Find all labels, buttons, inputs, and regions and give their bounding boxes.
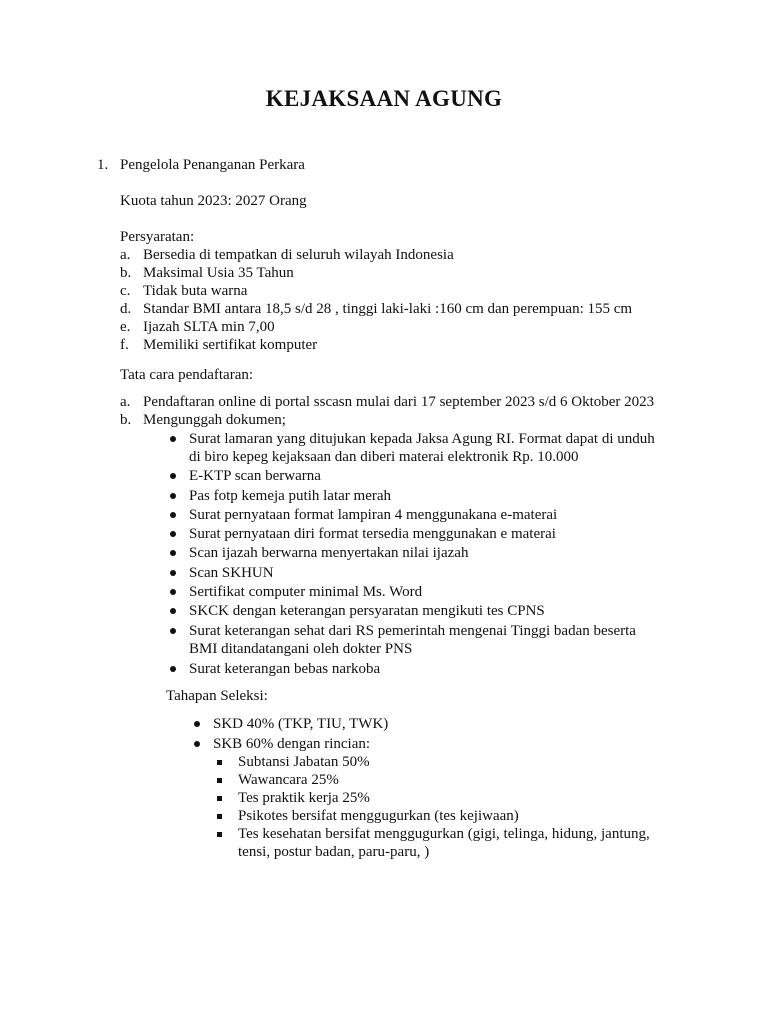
document-title: KEJAKSAAN AGUNG <box>265 86 503 111</box>
skb-detail-item: tensi, postur badan, paru-paru, ) <box>238 844 430 860</box>
requirement-item: Memiliki sertifikat komputer <box>143 337 318 353</box>
skb-detail-item: Tes praktik kerja 25% <box>238 790 370 806</box>
requirement-marker: f. <box>120 337 129 353</box>
requirement-item: Ijazah SLTA min 7,00 <box>143 319 275 335</box>
registration-item: Pendaftaran online di portal sscasn mulai dari 17 september 2023 s/d 6 Oktober 2023 <box>143 394 655 410</box>
bullet-icon <box>170 666 176 672</box>
skb-detail-item: Wawancara 25% <box>238 772 339 788</box>
square-bullet-icon <box>217 778 222 783</box>
bullet-icon <box>170 608 176 614</box>
requirement-item: Tidak buta warna <box>143 283 248 299</box>
document-item: Surat pernyataan diri format tersedia menggunakan e materai <box>189 526 556 542</box>
document-item: Surat lamaran yang ditujukan kepada Jaksa Agung RI. Format dapat di unduh <box>189 431 655 447</box>
bullet-icon <box>194 721 200 727</box>
requirement-marker: e. <box>120 319 131 335</box>
requirements-heading: Persyaratan: <box>120 229 195 245</box>
bullet-icon <box>170 589 176 595</box>
bullet-icon <box>170 436 176 442</box>
registration-marker: b. <box>120 412 132 428</box>
requirement-marker: b. <box>120 265 132 281</box>
selection-stage: SKB 60% dengan rincian: <box>213 736 371 752</box>
document-item: di biro kepeg kejaksaan dan diberi materai elektronik Rp. 10.000 <box>189 449 579 465</box>
requirement-item: Maksimal Usia 35 Tahun <box>143 265 294 281</box>
document-item: Scan ijazah berwarna menyertakan nilai ijazah <box>189 545 469 561</box>
bullet-icon <box>170 570 176 576</box>
square-bullet-icon <box>217 814 222 819</box>
skb-detail-item: Tes kesehatan bersifat menggugurkan (gigi, telinga, hidung, jantung, <box>238 826 650 842</box>
bullet-icon <box>170 473 176 479</box>
requirement-marker: d. <box>120 301 132 317</box>
document-item: SKCK dengan keterangan persyaratan mengikuti tes CPNS <box>189 603 545 619</box>
registration-heading: Tata cara pendaftaran: <box>120 367 254 383</box>
bullet-icon <box>170 628 176 634</box>
square-bullet-icon <box>217 760 222 765</box>
bullet-icon <box>170 493 176 499</box>
square-bullet-icon <box>217 832 222 837</box>
quota-text: Kuota tahun 2023: 2027 Orang <box>120 193 307 209</box>
document-item: Pas fotp kemeja putih latar merah <box>189 488 392 504</box>
requirement-item: Standar BMI antara 18,5 s/d 28 , tinggi laki-laki :160 cm dan perempuan: 155 cm <box>143 301 633 317</box>
registration-item: Mengunggah dokumen; <box>143 412 286 428</box>
document-item: Scan SKHUN <box>189 565 274 581</box>
skb-detail-item: Psikotes bersifat menggugurkan (tes kejiwaan) <box>238 808 519 824</box>
requirement-marker: c. <box>120 283 131 299</box>
selection-heading: Tahapan Seleksi: <box>166 688 268 704</box>
bullet-icon <box>170 531 176 537</box>
square-bullet-icon <box>217 796 222 801</box>
selection-stage: SKD 40% (TKP, TIU, TWK) <box>213 716 389 732</box>
skb-detail-item: Subtansi Jabatan 50% <box>238 754 370 770</box>
document-item: E-KTP scan berwarna <box>189 468 321 484</box>
bullet-icon <box>170 550 176 556</box>
requirement-item: Bersedia di tempatkan di seluruh wilayah Indonesia <box>143 247 454 263</box>
document-item: Sertifikat computer minimal Ms. Word <box>189 584 423 600</box>
bullet-icon <box>194 741 200 747</box>
section-title: Pengelola Penanganan Perkara <box>120 157 305 173</box>
document-item: Surat keterangan bebas narkoba <box>189 661 381 677</box>
document-item: BMI ditandatangani oleh dokter PNS <box>189 641 413 657</box>
section-number: 1. <box>97 157 109 173</box>
registration-marker: a. <box>120 394 131 410</box>
document-item: Surat keterangan sehat dari RS pemerintah mengenai Tinggi badan beserta <box>189 623 636 639</box>
bullet-icon <box>170 512 176 518</box>
requirement-marker: a. <box>120 247 131 263</box>
document-item: Surat pernyataan format lampiran 4 menggunakana e-materai <box>189 507 558 523</box>
